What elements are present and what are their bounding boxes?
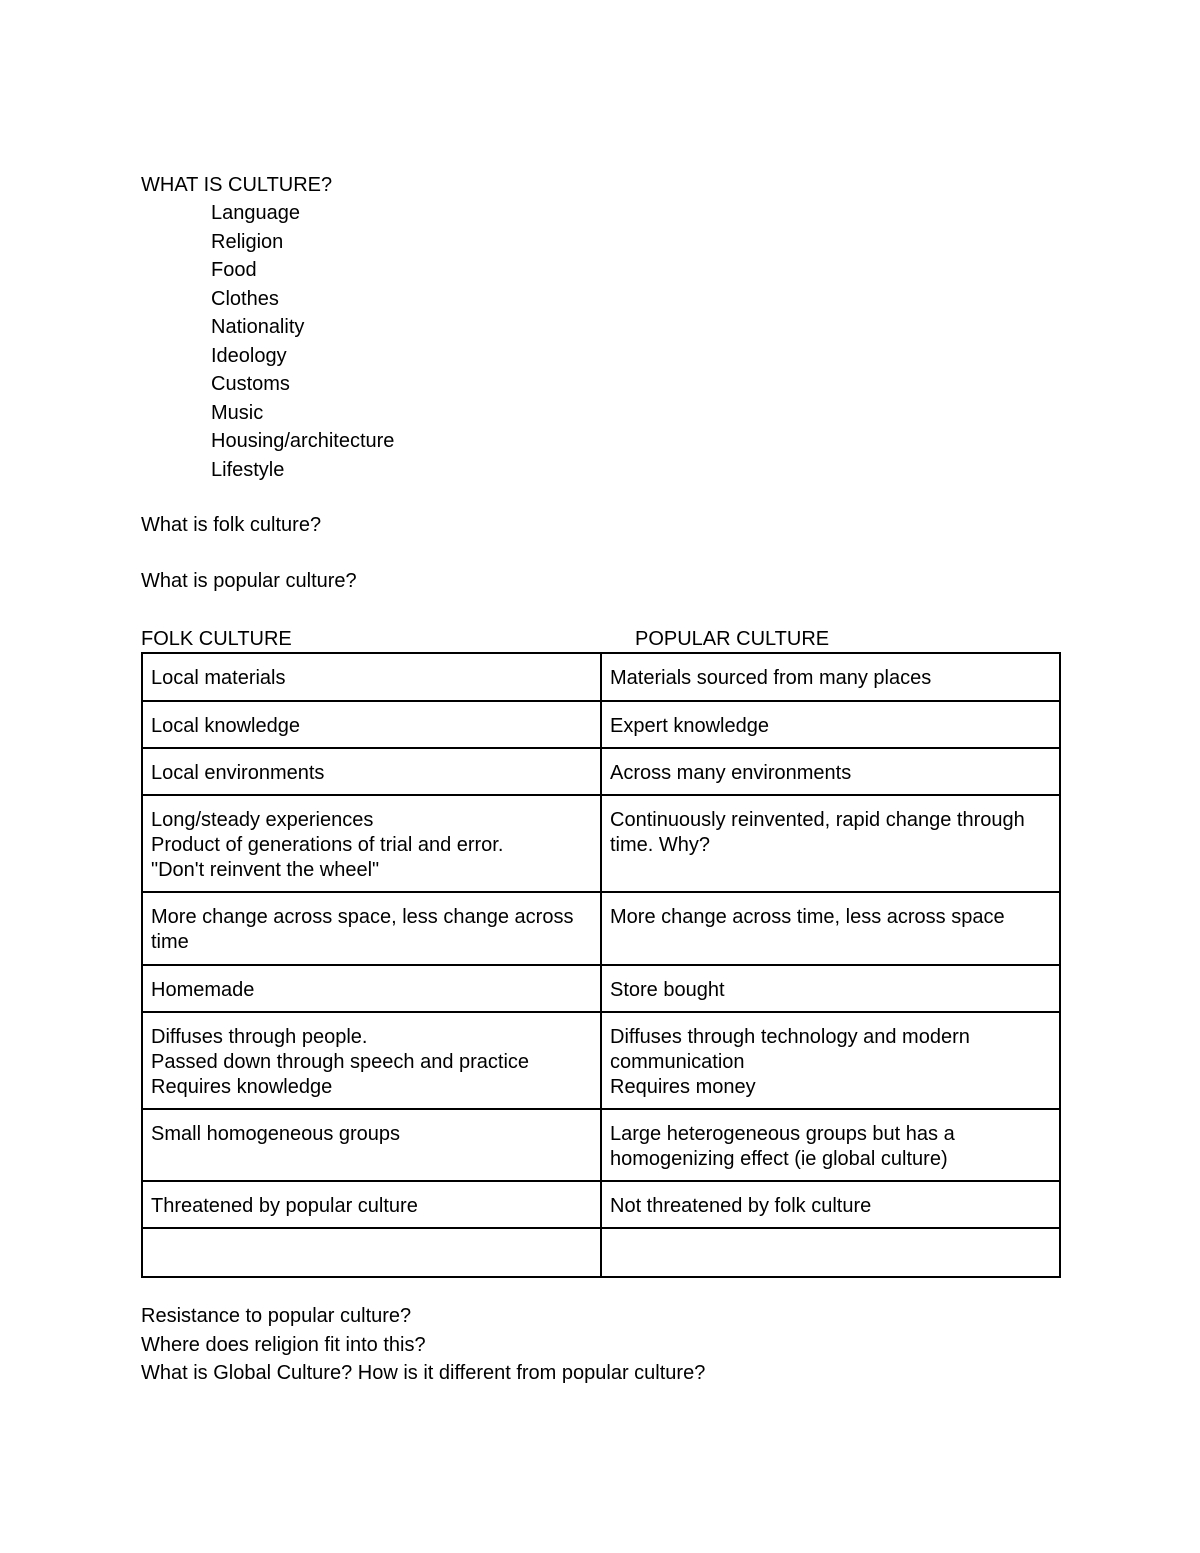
cell-text: More change across time, less across space	[610, 906, 1005, 928]
table-row	[142, 1228, 1060, 1277]
popular-cell	[601, 653, 1060, 701]
list-item: Food	[211, 259, 257, 281]
list-item: Language	[211, 202, 300, 224]
cell-text: Requires knowledge	[151, 1076, 333, 1098]
cell-text: Long/steady experiences	[151, 809, 374, 831]
list-item: Lifestyle	[211, 458, 285, 481]
popular-culture-question: What is popular culture?	[141, 570, 357, 592]
cell-text: "Don't reinvent the wheel"	[151, 859, 380, 881]
cell-text: Continuously reinvented, rapid change through time. Why?	[610, 809, 1031, 856]
table-row	[142, 1109, 1060, 1181]
closing-question: What is Global Culture? How is it different from popular culture?	[141, 1362, 706, 1384]
popular-cell	[601, 1181, 1060, 1228]
folk-cell	[142, 1109, 601, 1181]
cell-text: Diffuses through technology and modern communication	[610, 1026, 976, 1073]
list-item: Housing/architecture	[211, 430, 395, 452]
cell-text: Store bought	[610, 979, 725, 1001]
folk-cell	[142, 965, 601, 1012]
popular-cell	[601, 795, 1060, 892]
folk-cell	[142, 653, 601, 701]
list-item: Ideology	[211, 344, 287, 367]
cell-text: Small homogeneous groups	[151, 1123, 401, 1145]
section-title: WHAT IS CULTURE?	[141, 174, 333, 196]
list-item: Nationality	[211, 316, 305, 338]
folk-cell	[142, 748, 601, 795]
folk-culture-header: FOLK CULTURE	[141, 628, 292, 650]
cell-text: Product of generations of trial and error.	[151, 834, 504, 856]
popular-cell	[601, 1109, 1060, 1181]
folk-cell	[142, 1012, 601, 1109]
cell-text: Materials sourced from many places	[610, 667, 932, 689]
table-row	[142, 795, 1060, 892]
culture-elements-list	[211, 199, 394, 484]
cell-text: Homemade	[151, 979, 255, 1001]
folk-cell	[142, 892, 601, 965]
cell-text: More change across space, less change across time	[151, 906, 580, 953]
closing-question: Resistance to popular culture?	[141, 1305, 412, 1327]
cell-text: Threatened by popular culture	[151, 1195, 418, 1217]
popular-cell	[601, 1012, 1060, 1109]
cell-text: Local materials	[151, 667, 286, 689]
folk-cell	[142, 701, 601, 748]
cell-text: Requires money	[610, 1076, 756, 1098]
comparison-table	[141, 652, 1061, 1278]
table-row	[142, 748, 1060, 795]
popular-cell	[601, 748, 1060, 795]
table-row	[142, 1012, 1060, 1109]
cell-text: Local environments	[151, 762, 325, 784]
list-item: Religion	[211, 230, 284, 253]
folk-cell	[142, 1228, 601, 1277]
folk-culture-question: What is folk culture?	[141, 514, 322, 536]
table-row	[142, 701, 1060, 748]
cell-text: Expert knowledge	[610, 715, 769, 737]
list-item: Clothes	[211, 287, 279, 310]
folk-cell	[142, 795, 601, 892]
table-row	[142, 965, 1060, 1012]
closing-question: Where does religion fit into this?	[141, 1333, 426, 1356]
cell-text: Passed down through speech and practice	[151, 1051, 530, 1073]
popular-cell	[601, 892, 1060, 965]
list-item: Customs	[211, 373, 290, 395]
popular-culture-header: POPULAR CULTURE	[635, 628, 830, 650]
cell-text: Diffuses through people.	[151, 1026, 368, 1048]
closing-questions-list	[141, 1302, 705, 1388]
folk-cell	[142, 1181, 601, 1228]
list-item: Music	[211, 401, 264, 424]
table-row	[142, 653, 1060, 701]
popular-cell	[601, 701, 1060, 748]
popular-cell	[601, 1228, 1060, 1277]
cell-text: Across many environments	[610, 762, 852, 784]
cell-text: Not threatened by folk culture	[610, 1195, 872, 1217]
cell-text: Local knowledge	[151, 715, 300, 737]
table-row	[142, 1181, 1060, 1228]
cell-text: Large heterogeneous groups but has a homogenizing effect (ie global culture)	[610, 1123, 961, 1170]
table-row	[142, 892, 1060, 965]
comparison-table-body	[142, 653, 1060, 1277]
popular-cell	[601, 965, 1060, 1012]
